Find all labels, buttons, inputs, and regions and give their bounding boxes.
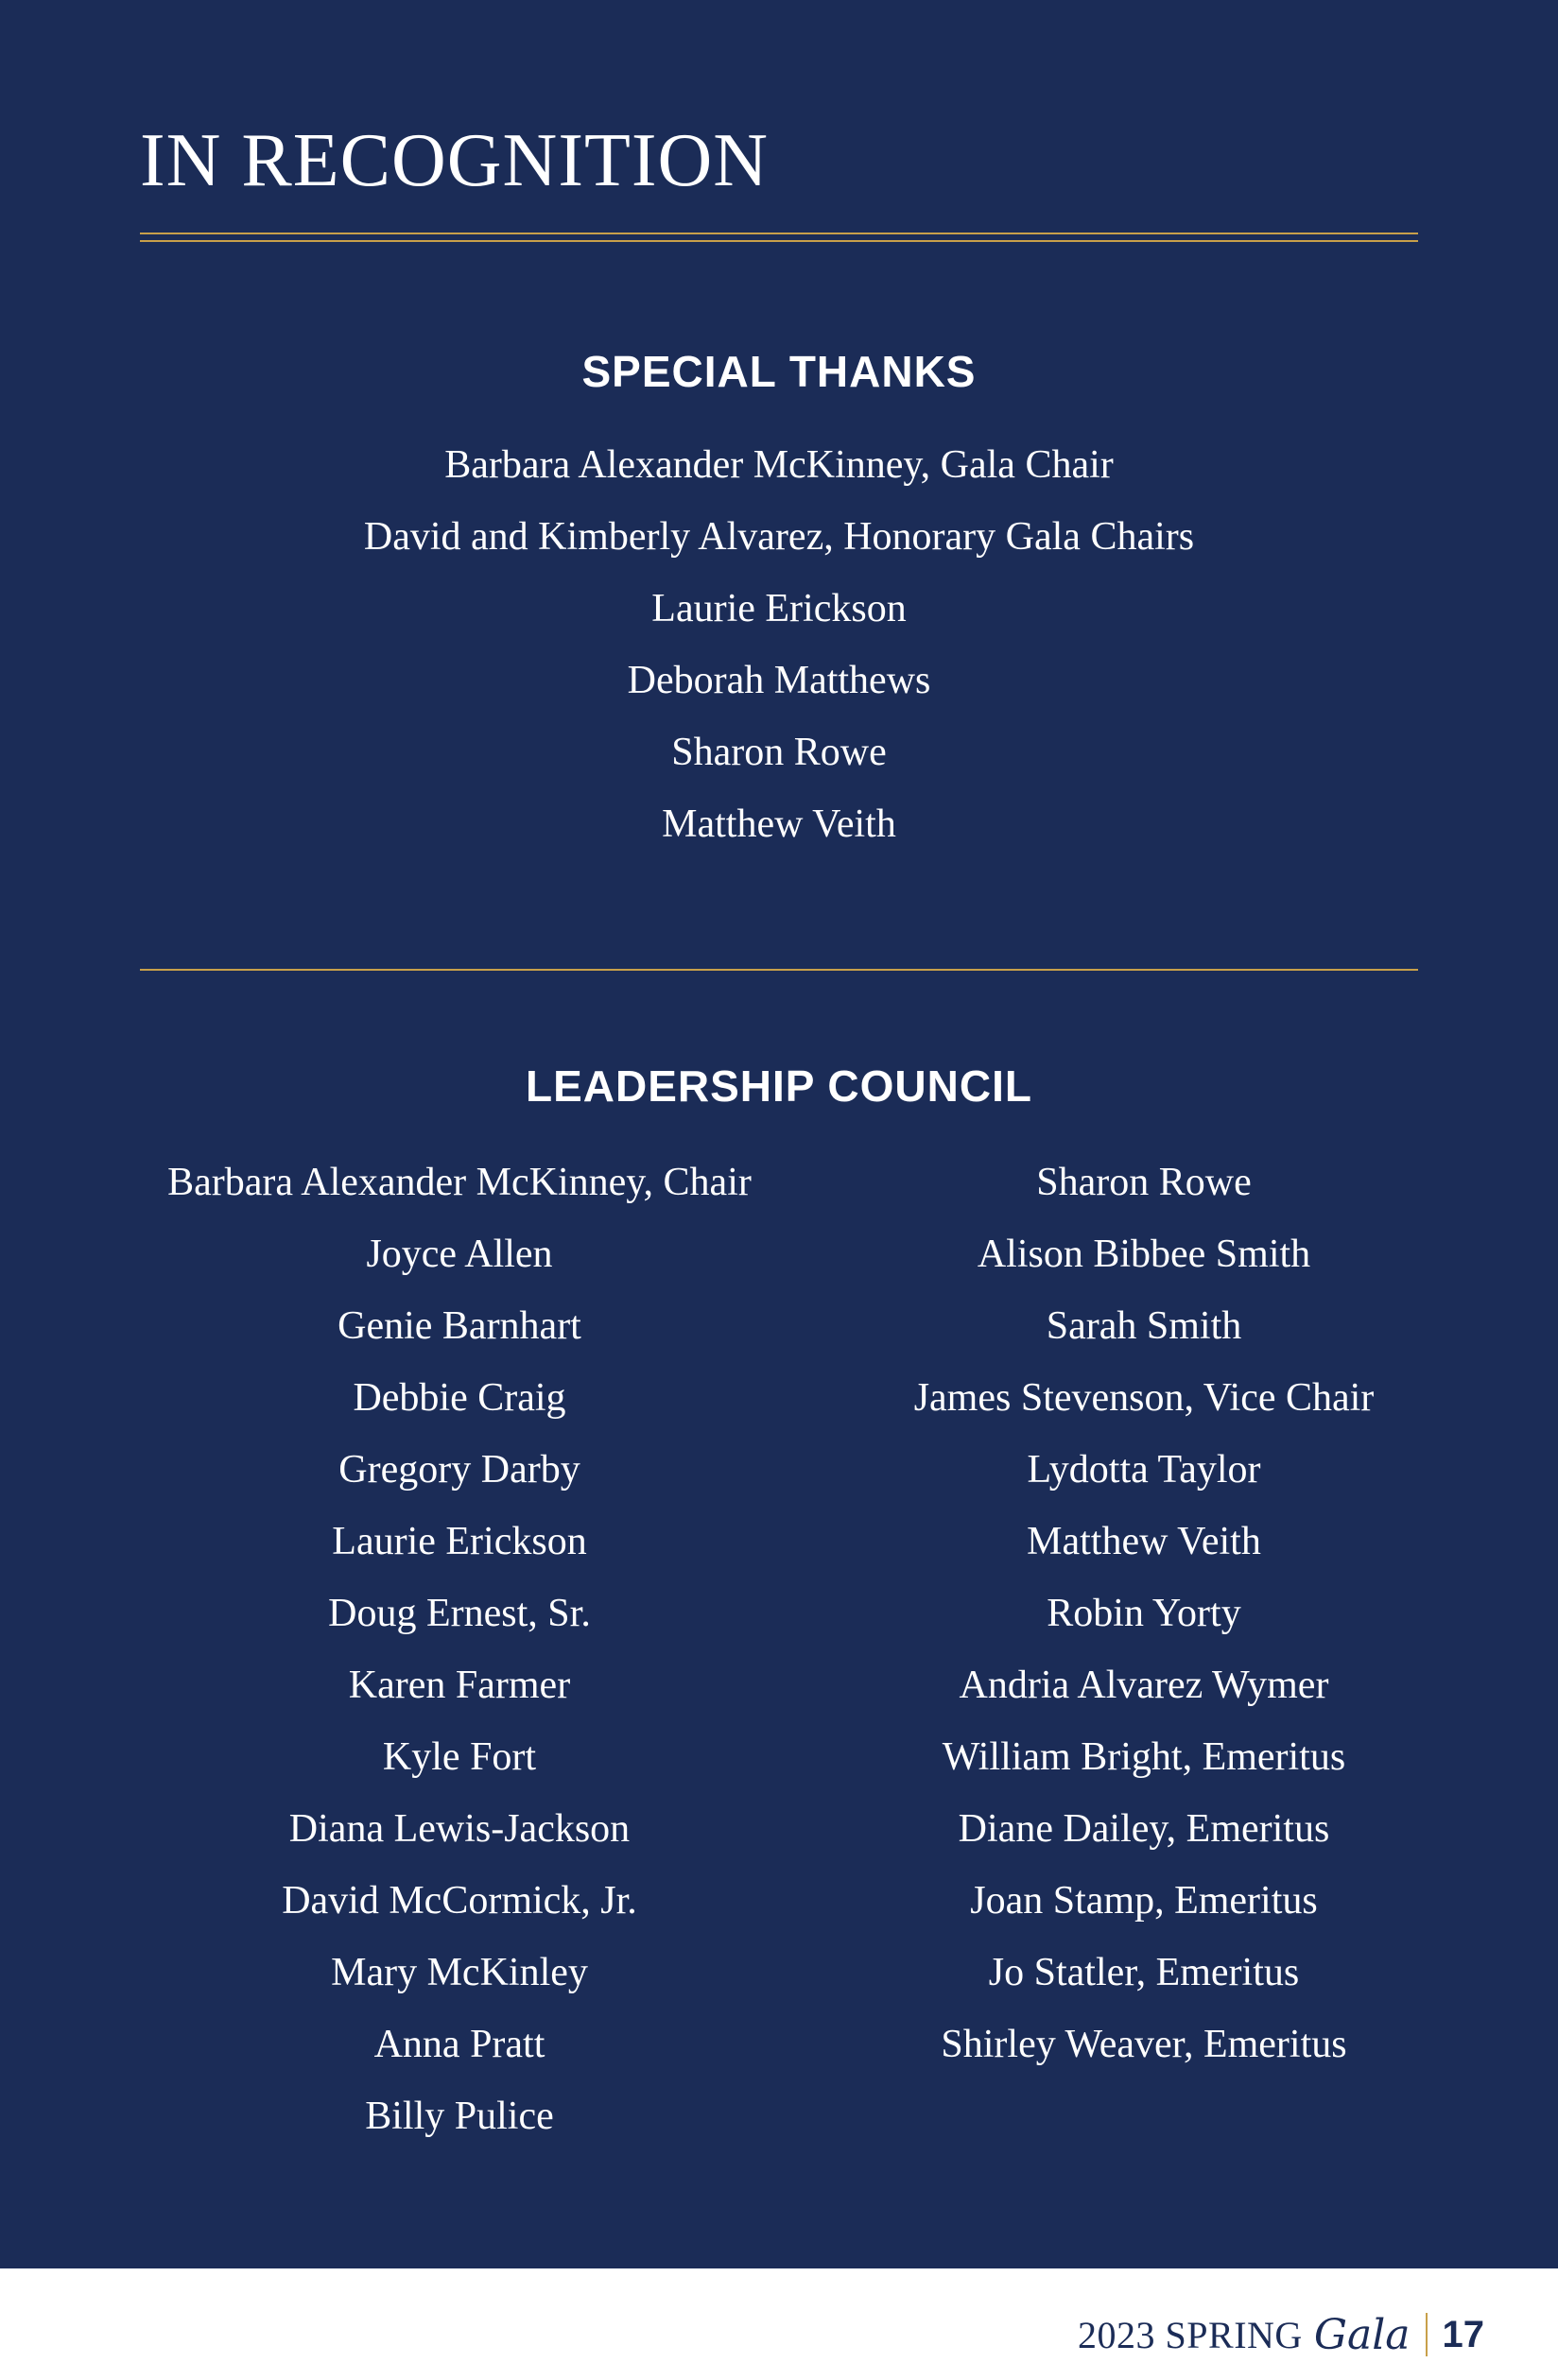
council-member-name: Gregory Darby — [338, 1448, 580, 1492]
council-member-name: Kyle Fort — [382, 1735, 537, 1779]
council-member-name: Shirley Weaver, Emeritus — [941, 2023, 1347, 2066]
special-thanks-name: David and Kimberly Alvarez, Honorary Gala Chairs — [363, 515, 1195, 559]
leadership-council-left-column — [132, 1147, 787, 2152]
council-member-name: Sharon Rowe — [1036, 1161, 1252, 1204]
footer-divider — [1426, 2313, 1428, 2356]
council-member-name: Diana Lewis-Jackson — [288, 1807, 631, 1851]
council-member-name: Laurie Erickson — [332, 1520, 587, 1563]
council-member-name: Barbara Alexander McKinney, Chair — [167, 1161, 752, 1204]
council-member-name: Mary McKinley — [331, 1951, 588, 1994]
title-double-divider — [140, 233, 1418, 242]
council-member-name: Lydotta Taylor — [1027, 1448, 1261, 1492]
special-thanks-name: Matthew Veith — [662, 802, 896, 846]
special-thanks-name: Sharon Rowe — [671, 731, 887, 774]
council-member-name: Anna Pratt — [373, 2023, 545, 2066]
council-member-name: Robin Yorty — [1047, 1592, 1241, 1635]
council-member-name: Sarah Smith — [1046, 1304, 1242, 1348]
special-thanks-name: Deborah Matthews — [627, 659, 931, 702]
council-member-name: Matthew Veith — [1027, 1520, 1261, 1563]
council-member-name: Doug Ernest, Sr. — [328, 1592, 591, 1635]
council-member-name: David McCormick, Jr. — [282, 1879, 637, 1923]
council-member-name: James Stevenson, Vice Chair — [913, 1376, 1375, 1420]
page-footer — [1078, 2306, 1484, 2363]
special-thanks-list — [0, 429, 1558, 860]
council-member-name: Joyce Allen — [366, 1233, 553, 1276]
council-member-name: Billy Pulice — [365, 2095, 554, 2138]
council-member-name: Karen Farmer — [348, 1664, 571, 1707]
footer-event-label: 2023 SPRING — [1078, 2313, 1303, 2356]
council-member-name: Diane Dailey, Emeritus — [958, 1807, 1330, 1851]
footer-gala-script: Gala — [1313, 2310, 1411, 2359]
section-divider — [140, 969, 1418, 971]
page-title: IN RECOGNITION — [140, 119, 770, 202]
council-member-name: Jo Statler, Emeritus — [988, 1951, 1300, 1994]
special-thanks-name: Laurie Erickson — [651, 587, 907, 630]
leadership-council-right-column — [813, 1147, 1475, 2080]
special-thanks-heading: SPECIAL THANKS — [581, 347, 977, 396]
council-member-name: Alison Bibbee Smith — [977, 1233, 1311, 1276]
council-member-name: William Bright, Emeritus — [942, 1735, 1346, 1779]
council-member-name: Joan Stamp, Emeritus — [970, 1879, 1318, 1923]
council-member-name: Andria Alvarez Wymer — [959, 1664, 1329, 1707]
council-member-name: Debbie Craig — [353, 1376, 566, 1420]
council-member-name: Genie Barnhart — [338, 1304, 581, 1348]
special-thanks-name: Barbara Alexander McKinney, Gala Chair — [444, 443, 1114, 487]
page-number: 17 — [1442, 2313, 1484, 2355]
leadership-council-heading: LEADERSHIP COUNCIL — [526, 1061, 1032, 1111]
